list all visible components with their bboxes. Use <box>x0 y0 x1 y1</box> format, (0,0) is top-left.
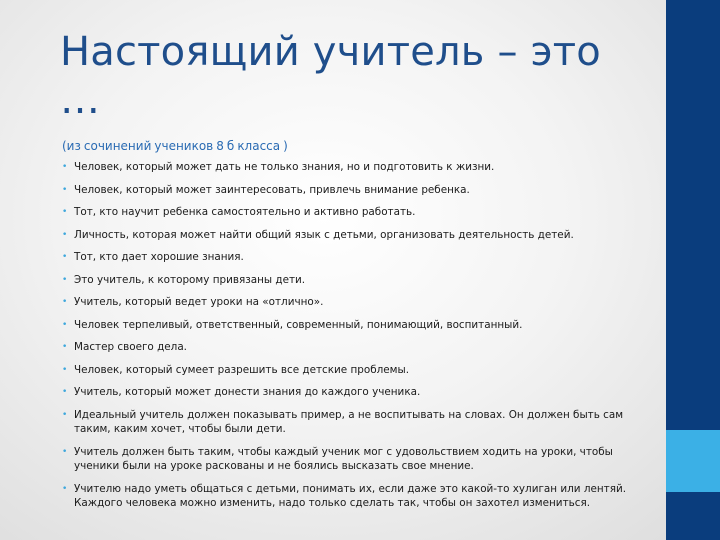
subtitle-part: 8 <box>216 139 224 153</box>
subtitle-part: сочинений <box>83 139 152 153</box>
slide-subtitle <box>62 138 622 154</box>
bullet-dot-icon: • <box>62 207 68 217</box>
bullet-text: Человек, который может заинтересовать, привлечь внимание ребенка. <box>74 183 470 196</box>
bullet-dot-icon: • <box>62 364 68 375</box>
bullet-text: Учителю надо уметь общаться с детьми, понимать их, если даже это какой-то хулиган или лентяй. Каждого человека можно изменить, надо только сделать так, чтобы он захотел измениться. <box>74 482 627 509</box>
bullet-item <box>62 183 652 198</box>
bullet-text: Учитель, который может донести знания до каждого ученика. <box>74 386 421 398</box>
bullet-dot-icon: • <box>62 342 68 352</box>
bullet-item <box>62 408 652 437</box>
bullet-item <box>62 340 652 355</box>
bullet-text: Личность, которая может найти общий язык с детьми, организовать деятельность детей. <box>74 228 574 241</box>
bullet-item <box>62 482 652 511</box>
bullet-text: Мастер своего дела. <box>74 341 187 353</box>
bullet-dot-icon: • <box>62 252 68 262</box>
bullet-text: Это учитель, к которому привязаны дети. <box>74 273 306 286</box>
slide-title: Настоящий учитель – это … <box>60 29 601 123</box>
bullet-item <box>62 363 652 378</box>
bullet-dot-icon: • <box>62 409 68 420</box>
bullet-list <box>62 160 652 519</box>
subtitle-part: б <box>226 139 235 153</box>
bullet-text: Человек, который сумеет разрешить все детские проблемы. <box>74 363 410 376</box>
bullet-text: Тот, кто дает хорошие знания. <box>74 251 244 263</box>
bullet-dot-icon: • <box>62 319 68 330</box>
subtitle-part: учеников <box>154 139 214 153</box>
subtitle-part: (из <box>62 139 81 153</box>
bullet-item <box>62 385 652 400</box>
bullet-text: Идеальный учитель должен показывать пример, а не воспитывать на словах. Он должен быть сам таким, каким хочет, чтобы были дети. <box>74 408 624 435</box>
bullet-item <box>62 295 652 310</box>
subtitle-part: ) <box>283 139 288 153</box>
bullet-text: Учитель, который ведет уроки на «отлично». <box>74 296 324 308</box>
bullet-dot-icon: • <box>62 297 68 307</box>
sidebar-accent-block <box>666 430 720 492</box>
bullet-dot-icon: • <box>62 162 68 172</box>
bullet-dot-icon: • <box>62 274 68 285</box>
bullet-dot-icon: • <box>62 184 68 195</box>
bullet-dot-icon: • <box>62 483 68 494</box>
bullet-text: Учитель должен быть таким, чтобы каждый ученик мог с удовольствием ходить на уроки, чтобы ученики были на уроке раскованы и не боялись высказать свое мнение. <box>74 445 613 472</box>
bullet-item <box>62 160 652 175</box>
bullet-item <box>62 205 652 220</box>
subtitle-part: класса <box>237 139 281 153</box>
bullet-item <box>62 228 652 243</box>
bullet-item <box>62 318 652 333</box>
bullet-text: Человек, который может дать не только знания, но и подготовить к жизни. <box>74 161 495 173</box>
bullet-dot-icon: • <box>62 229 68 240</box>
bullet-dot-icon: • <box>62 446 68 457</box>
bullet-text: Человек терпеливый, ответственный, современный, понимающий, воспитанный. <box>74 318 523 331</box>
bullet-text: Тот, кто научит ребенка самостоятельно и активно работать. <box>74 206 416 218</box>
bullet-dot-icon: • <box>62 387 68 397</box>
bullet-item <box>62 445 652 474</box>
bullet-item <box>62 250 652 265</box>
bullet-item <box>62 273 652 288</box>
